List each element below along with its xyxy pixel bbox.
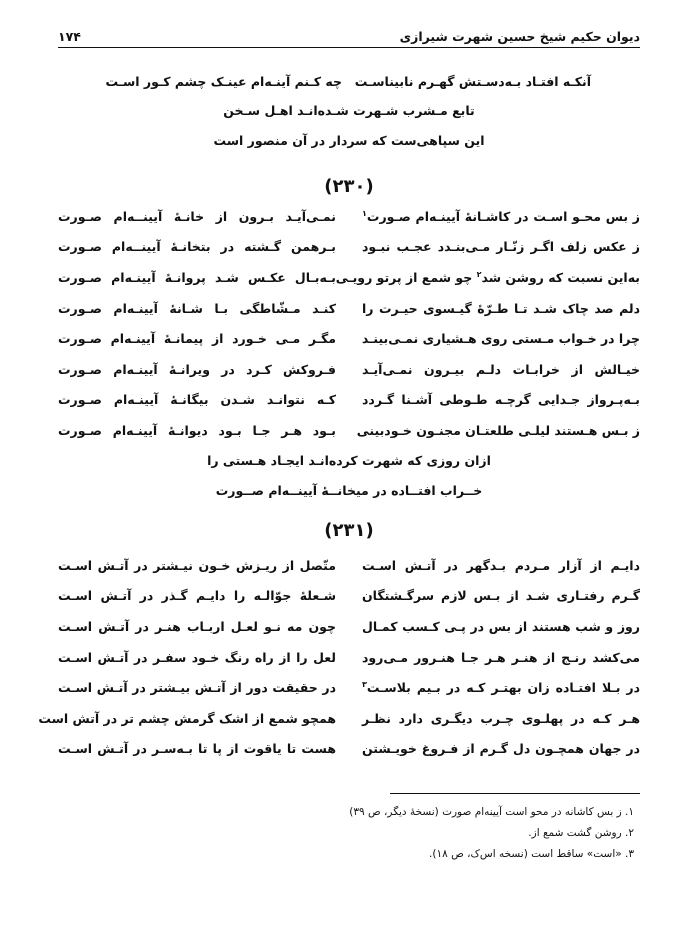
ghazal-231-verse (38, 703, 640, 734)
ghazal-231-hemistich-first: در بـلا افتـاده زان بهتـر کـه در بـیم بلاسـت$^۳$ (362, 680, 640, 696)
ghazal-230-number: (۲۳۰) (324, 176, 374, 197)
ghazal-230-verses (58, 201, 640, 446)
ghazal-231-verse (58, 581, 640, 612)
ghazal-231-hemistich-first: دایـم از آزار مـردم بـدگهر در آتـش اسـت (362, 557, 640, 573)
ghazal-231-hemistich-second: در حقیقت دور از آتـش بیـشتر در آتـش اسـت (58, 680, 336, 696)
ghazal-230-hemistich-second: بـرهمن گـشته در بتخانـهٔ آیینــه‌ام صـورت (58, 239, 336, 255)
ghazal-230-verse (58, 293, 640, 324)
ghazal-230-hemistich-second: نمـی‌آیـد بـرون از خانـهٔ آیینــه‌ام صـورت (58, 208, 336, 224)
ghazal-230-verse (58, 385, 640, 416)
ghazal-231-hemistich-second: هست تا یاقوت از پا تا بـه‌سـر در آتـش اسـت (58, 741, 336, 757)
ghazal-230-hemistich-second: بـه‌بـال عکـس شـد پروانـهٔ آیینـه‌ام صـورت (58, 269, 336, 285)
ghazal-230-hemistich-first: ز عکس زلف اگـر زنّـار مـی‌بنـدد عجـب نبـود (362, 239, 640, 255)
ghazal-230-verse (58, 232, 640, 263)
ghazal-230-hemistich-first: بـه‌پـرواز جـدایی گرچـه طـوطی آشـنا گـردد (362, 392, 640, 408)
footnote-marker: ۱ (362, 208, 367, 218)
ghazal-230-hemistich-second: کنـد مـشّاطگی بـا شـانهٔ آیینـه‌ام صـورت (58, 300, 336, 316)
footnote-item: ۱. ز بس کاشانه در محو است آیینه‌ام صورت (نسخهٔ دیگر، ص ۳۹) (349, 806, 634, 818)
ghazal-230-hemistich-first: ز بـس هـستند لیلـی طلعتـان مجنـون خـودبینی (356, 422, 640, 438)
ghazal-230-hemistich-second: کـه نتوانـد شـدن بیگانـهٔ آیینـه‌ام صـورت (58, 392, 336, 408)
ghazal-231-verse (58, 611, 640, 642)
ghazal-230-hemistich-first: خیـالش از خرابـات دلـم بیـرون نمـی‌آیـد (362, 361, 640, 377)
intro-verses (58, 66, 640, 156)
ghazal-230-hemistich-second: بـود هـر جـا بـود دیوانـهٔ آیینـه‌ام صـورت (58, 422, 336, 438)
page-number: ۱۷۴ (58, 29, 81, 44)
ghazal-230-closing-1: ازان روزی که شهرت کرده‌انـد ایجـاد هـستی را (207, 452, 491, 468)
footnote-marker: ۳ (362, 680, 367, 690)
ghazal-230-verse (58, 262, 640, 293)
intro-verse-1-first: آنکـه افتـاد بـه‌دسـتش گهـرم نابیناسـت (354, 73, 591, 89)
intro-verse-1-second: چه کـنم آینـه‌ام عینـک چشم کـور اسـت (105, 73, 342, 89)
ghazal-231-hemistich-first: در جهان همچـون دل گـرم از فـروغ خویـشتن (362, 741, 640, 757)
ghazal-231-verse (58, 550, 640, 581)
ghazal-231-hemistich-first: گـرم رفتـاری شـد از بـس لازم سرگـشتگان (362, 588, 640, 604)
footnote-marker: ۲ (476, 269, 482, 279)
ghazal-231-hemistich-second: همچو شمع از اشک گرمش چشم تر در آتش است (38, 710, 336, 726)
ghazal-230-hemistich-second: فـروکش کـرد در ویرانـهٔ آیینـه‌ام صـورت (58, 361, 336, 377)
footnotes (58, 802, 634, 865)
ghazal-230-hemistich-first: چرا در خـواب مـستی روی هـشیاری نمـی‌بینـد (361, 331, 640, 347)
footnote-item: ۲. روشن گشت شمع از. (528, 827, 634, 839)
ghazal-231-hemistich-second: چون مه نـو لعـل اربـاب هنـر در آتـش اسـت (58, 618, 336, 634)
ghazal-231-hemistich-second: شـعلهٔ جوّالـه را دایـم گـذر در آتـش اسـت (58, 588, 336, 604)
ghazal-231-number: (۲۳۱) (324, 520, 374, 541)
ghazal-230 (58, 201, 640, 507)
ghazal-230-closing-2: خــراب افتــاده در میخانــهٔ آیینــه‌ام صــورت (215, 483, 483, 499)
ghazal-231-hemistich-second: لعل را از راه رنگ خـود سفـر در آتـش اسـت (58, 649, 336, 665)
intro-verse-1 (58, 66, 640, 96)
ghazal-231 (38, 550, 640, 764)
intro-line-3: این سپاهی‌ست که سردار در آن منصور است (213, 133, 485, 148)
book-title: دیوان حکیم شیخ حسین شهرت شیرازی (399, 29, 640, 44)
running-header (58, 22, 640, 44)
ghazal-230-verse (58, 201, 640, 232)
ghazal-230-hemistich-first: دلم صد چاک شـد تـا طـرّهٔ گیـسوی حیـرت را (362, 300, 640, 316)
footnote-item: ۳. «است» ساقط است (نسخه اس‌ک، ص ۱۸). (429, 848, 634, 860)
ghazal-230-verse (58, 323, 640, 354)
ghazal-231-verses (38, 550, 640, 764)
header-rule (58, 47, 640, 48)
ghazal-231-hemistich-second: متّصل از ریـزش خـون نیـشتر در آتـش اسـت (58, 557, 336, 573)
ghazal-230-verse (58, 415, 640, 446)
intro-line-2: تابع مـشرب شـهرت شـده‌انـد اهـل سـخن (223, 103, 475, 118)
ghazal-230-hemistich-second: مگـر مـی خـورد از پیمانـهٔ آیینـه‌ام صـورت (58, 331, 336, 347)
ghazal-231-hemistich-first: روز و شب هستند از بس در پـی کـسب کمـال (362, 618, 640, 634)
ghazal-231-hemistich-first: هـر کـه در پهلـوی چـرب دیگـری دارد نظـر (362, 710, 640, 726)
ghazal-231-verse (58, 672, 640, 703)
ghazal-231-verse (58, 734, 640, 765)
ghazal-231-verse (58, 642, 640, 673)
ghazal-230-hemistich-first: به‌این نسبت که روشن شد$^۲$ چو شمع از پرتو رویـی (335, 269, 640, 285)
ghazal-231-hemistich-first: می‌کشد رنـج از هنـر هـر جـا هنـرور مـی‌رود (362, 649, 640, 665)
ghazal-230-verse (58, 354, 640, 385)
ghazal-230-hemistich-first: ز بس محـو اسـت در کاشـانهٔ آیینـه‌ام صـورت$^۱$ (362, 208, 640, 224)
footnote-rule (390, 793, 640, 794)
